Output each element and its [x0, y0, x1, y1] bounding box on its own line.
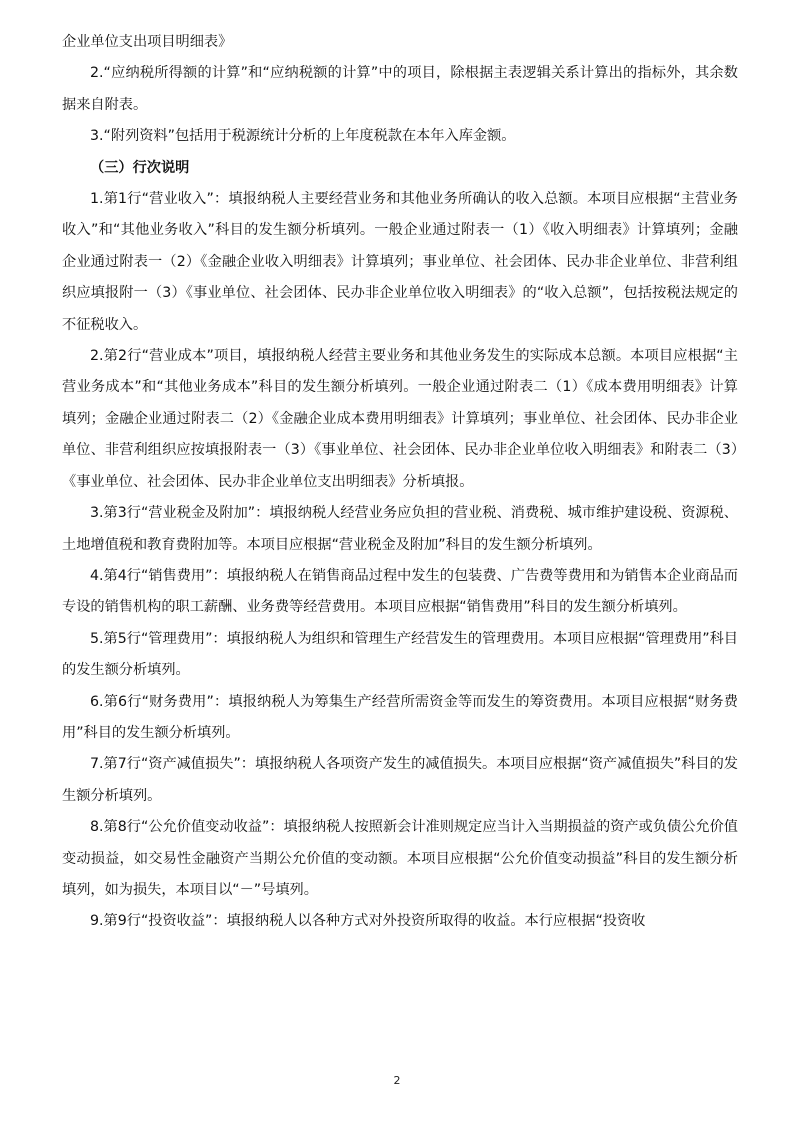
- line-item-7: 7.第7行“资产减值损失”：填报纳税人各项资产发生的减值损失。本项目应根据“资产减值损失”科目的发生额分析填列。: [62, 756, 738, 804]
- paragraph-continuation: 企业单位支出项目明细表》: [62, 34, 233, 50]
- line-item-2: 2.第2行“营业成本”项目，填报纳税人经营主要业务和其他业务发生的实际成本总额。本项目应根据“主营业务成本”和“其他业务成本”科目的发生额分析填列。一般企业通过附表二（1）《成本费用明细表》计算填列；金融企业通过附表二（2）《金融企业成本费用明细表》计算填列；事业单位、社会团体、民办非企业单位、非营利组织应按填报附表一（3）《事业单位、社会团体、民办非企业单位收入明细表》和附表二（3）《事业单位、社会团体、民办非企业单位支出明细表》分析填报。: [62, 348, 738, 490]
- line-item-1: 1.第1行“营业收入”：填报纳税人主要经营业务和其他业务所确认的收入总额。本项目应根据“主营业务收入”和“其他业务收入”科目的发生额分析填列。一般企业通过附表一（1）《收入明细表》计算填列；金融企业通过附表一（2）《金融企业收入明细表》计算填列；事业单位、社会团体、民办非企业单位、非营利组织应填报附一（3）《事业单位、社会团体、民办非企业单位收入明细表》的“收入总额”，包括按税法规定的不征税收入。: [62, 191, 738, 333]
- line-item-3: 3.第3行“营业税金及附加”：填报纳税人经营业务应负担的营业税、消费税、城市维护建设税、资源税、土地增值税和教育费附加等。本项目应根据“营业税金及附加”科目的发生额分析填列。: [62, 505, 738, 553]
- line-item-6: 6.第6行“财务费用”：填报纳税人为筹集生产经营所需资金等而发生的筹资费用。本项目应根据“财务费用”科目的发生额分析填列。: [62, 693, 738, 741]
- section-heading: （三）行次说明: [90, 159, 190, 176]
- paragraph-note-3: 3.“附列资料”包括用于税源统计分析的上年度税款在本年入库金额。: [90, 128, 516, 145]
- page-number: 2: [393, 1074, 401, 1087]
- line-item-9: 9.第9行“投资收益”：填报纳税人以各种方式对外投资所取得的收益。本行应根据“投资收: [90, 913, 646, 930]
- line-item-4: 4.第4行“销售费用”：填报纳税人在销售商品过程中发生的包装费、广告费等费用和为销售本企业商品而专设的销售机构的职工薪酬、业务费等经营费用。本项目应根据“销售费用”科目的发生额分析填列。: [62, 567, 738, 616]
- document-body: [62, 27, 738, 938]
- paragraph-note-2: 2.“应纳税所得额的计算”和“应纳税额的计算”中的项目，除根据主表逻辑关系计算出的指标外，其余数据来自附表。: [62, 65, 738, 113]
- line-item-8: 8.第8行“公允价值变动收益”：填报纳税人按照新会计准则规定应当计入当期损益的资产或负债公允价值变动损益，如交易性金融资产当期公允价值的变动额。本项目应根据“公允价值变动损益”科目的发生额分析填列，如为损失，本项目以“－”号填列。: [62, 819, 738, 898]
- line-item-5: 5.第5行“管理费用”：填报纳税人为组织和管理生产经营发生的管理费用。本项目应根据“管理费用”科目的发生额分析填列。: [62, 630, 738, 679]
